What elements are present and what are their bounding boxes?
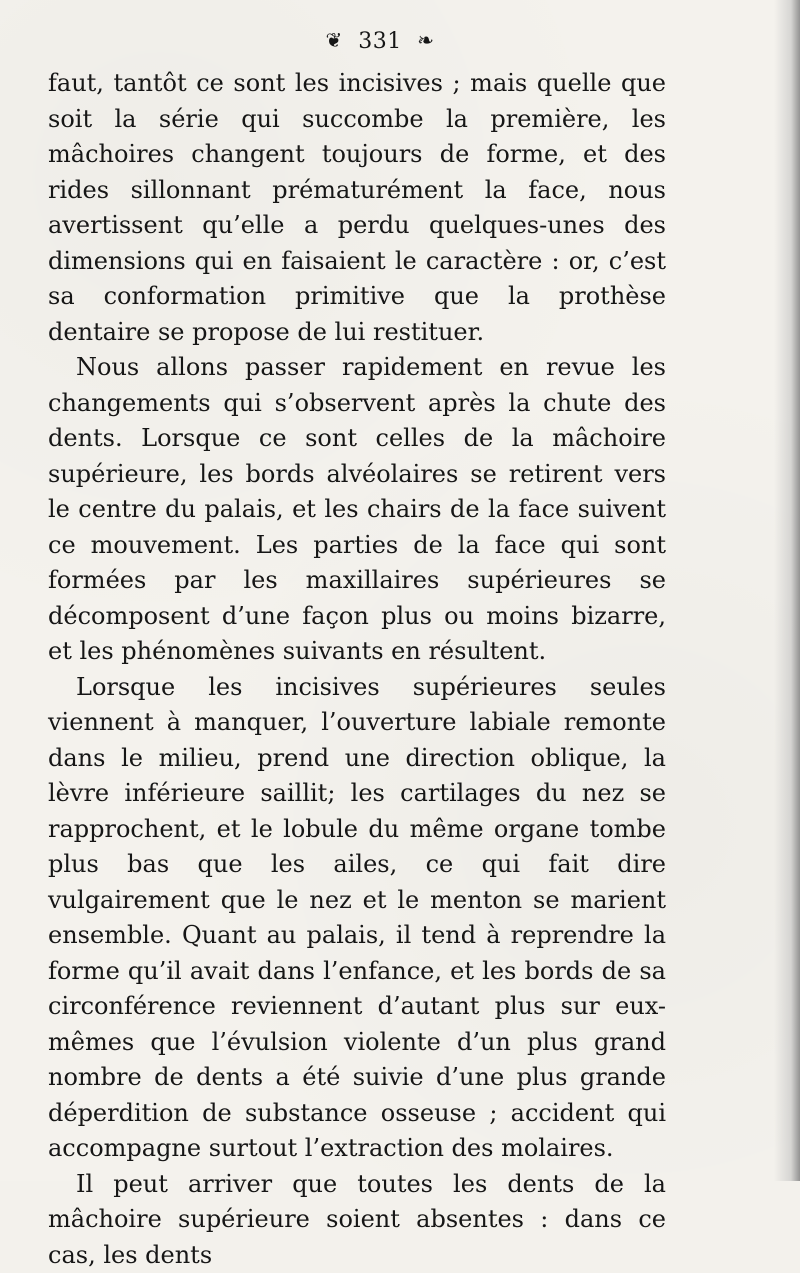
page-number: 331 xyxy=(358,29,402,54)
page-header xyxy=(0,28,760,55)
left-ornament-icon: ❦ xyxy=(325,27,342,53)
paragraph-2: Nous allons passer rapidement en revue les changements qui s’observent après la chute des dents. Lorsque ce sont celles de la mâchoire supérieure, les bords alvéolaires se retirent vers le centre du palais, et les chairs de la face suivent ce mouvement. Les parties de la face qui sont formées par les maxillaires supérieures se décomposent d’une façon plus ou moins bizarre, et les phénomènes suivants en résultent. xyxy=(48,350,666,670)
paragraph-3: Lorsque les incisives supérieures seules viennent à manquer, l’ouverture labiale remonte dans le milieu, prend une direction oblique, la lèvre inférieure saillit; les cartilages du nez se rapprochent, et le lobule du même organe tombe plus bas que les ailes, ce qui fait dire vulgairement que le nez et le menton se marient ensemble. Quant au palais, il tend à reprendre la forme qu’il avait dans l’enfance, et les bords de sa circonférence reviennent d’autant plus sur eux-mêmes que l’évulsion violente d’un plus grand nombre de dents a été suivie d’une plus grande déperdition de substance osseuse ; accident qui accompagne surtout l’extraction des molaires. xyxy=(48,670,666,1167)
paragraph-4: Il peut arriver que toutes les dents de la mâchoire supérieure soient absentes : dans ce cas, les dents xyxy=(48,1167,666,1273)
page-body xyxy=(48,66,666,1273)
right-ornament-icon: ❧ xyxy=(417,27,434,53)
paragraph-1: faut, tantôt ce sont les incisives ; mais quelle que soit la série qui succombe la première, les mâchoires changent toujours de forme, et des rides sillonnant prématurément la face, nous avertissent qu’elle a perdu quelques-unes des dimensions qui en faisaient le caractère : or, c’est sa conformation primitive que la prothèse dentaire se propose de lui restituer. xyxy=(48,66,666,350)
page-edge-shadow xyxy=(774,0,800,1181)
